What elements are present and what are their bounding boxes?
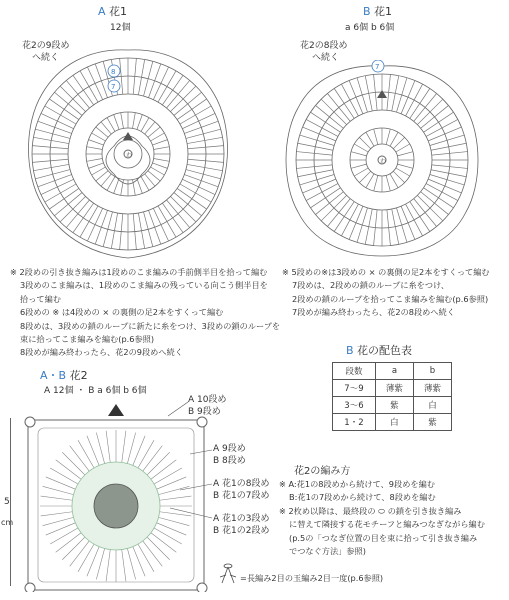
how-to-line: でつなぐ方法」参照) xyxy=(289,546,366,557)
flower-b-round-7: 7 xyxy=(375,63,380,71)
table-cell: 白 xyxy=(375,414,413,431)
stitch-stroke xyxy=(151,133,165,141)
stitch-stroke xyxy=(158,71,176,102)
flower2-letters: A・B xyxy=(40,369,67,382)
stitch-stroke xyxy=(392,209,399,244)
stitch-stroke xyxy=(87,547,99,577)
stitch-stroke xyxy=(154,159,170,162)
stitch-stroke xyxy=(87,436,99,466)
flower-a-join-note: 花2の9段め xyxy=(22,41,70,51)
stitch-stroke xyxy=(365,76,372,111)
stitch-stroke xyxy=(184,121,218,133)
stitch-stroke xyxy=(114,178,119,193)
table-cell: 紫 xyxy=(375,397,413,414)
stitch-stroke xyxy=(351,164,366,168)
label-a-10: A 10段め xyxy=(188,395,227,405)
flower-a-round-7: 7 xyxy=(111,83,116,91)
label-b-flower1-2: B 花1の2段め xyxy=(213,526,270,536)
notes-b-line: 7段めが編み終わったら、花2の8段めへ続く xyxy=(292,307,455,318)
stitch-stroke xyxy=(300,135,334,145)
label-b-8: B 8段め xyxy=(213,456,246,466)
stitch-stroke xyxy=(45,106,76,124)
stitch-stroke xyxy=(374,175,378,190)
stitch-stroke xyxy=(143,541,162,566)
table-cell: 7〜9 xyxy=(333,380,376,397)
stitch-stroke xyxy=(153,208,168,241)
how-to-notes xyxy=(279,478,485,558)
flower2-title-text: 花2 xyxy=(69,369,88,382)
stitch-stroke xyxy=(56,460,81,479)
stitch-stroke xyxy=(393,137,404,148)
stitch-stroke xyxy=(96,549,104,580)
stitch-stroke xyxy=(46,477,76,489)
flower-a-diagram xyxy=(18,44,238,266)
stitch-stroke xyxy=(396,144,410,152)
flower-a-title xyxy=(98,3,127,19)
stitch-stroke xyxy=(80,206,98,237)
size-value: 5 xyxy=(4,497,10,507)
color-table-letter: B xyxy=(346,344,354,357)
table-cell: 薄紫 xyxy=(375,380,413,397)
stitch-stroke xyxy=(306,119,338,136)
label-b-9: B 9段め xyxy=(188,407,221,417)
flower-b-letter: B xyxy=(363,5,371,18)
stitch-stroke xyxy=(300,175,334,185)
stitch-stroke xyxy=(180,106,211,124)
flower-b-title-text: 花1 xyxy=(374,5,393,18)
notes-a-line: ※ 2段めの引き抜き編みは1段めのこま編みの手前側半目を拾って編む xyxy=(10,267,268,277)
stitch-stroke xyxy=(397,78,407,112)
stitch-stroke xyxy=(431,143,466,150)
stitch-stroke xyxy=(406,84,423,116)
stitch-stroke xyxy=(357,208,367,242)
color-table-title xyxy=(346,342,412,358)
notes-a-line: 8段めが編み終わったら、花2の9段めへ続く xyxy=(20,347,183,358)
stitch-stroke xyxy=(366,174,374,188)
stitch-stroke xyxy=(426,119,458,136)
stitch-stroke xyxy=(70,446,89,471)
flower-a-letter: A xyxy=(98,5,106,18)
label-a-flower1-8: A 花1の8段め xyxy=(213,479,270,489)
stitch-stroke xyxy=(298,143,333,150)
stitch-stroke xyxy=(401,206,415,239)
notes-a xyxy=(10,266,280,360)
stitch-stroke xyxy=(154,147,170,150)
stitch-stroke xyxy=(406,204,423,236)
how-to-line: (p.5の「つなぎ位置の目を束に拾って引き抜き編み xyxy=(289,532,478,543)
stitch-stroke xyxy=(158,206,176,237)
stitch-stroke xyxy=(357,78,367,112)
label-a-9: A 9段め xyxy=(213,444,246,454)
stitch-stroke xyxy=(50,528,78,544)
stitch-stroke xyxy=(430,135,464,145)
stitch-stroke xyxy=(138,440,154,468)
stitch-stroke xyxy=(133,436,145,466)
stitch-stroke xyxy=(396,168,410,176)
flower2-title xyxy=(40,367,88,383)
flower2-count: A 12個 ・ B a 6個 b 6個 xyxy=(44,386,147,396)
stitch-stroke xyxy=(137,115,142,130)
table-cell: 薄紫 xyxy=(413,380,451,397)
stitch-stroke xyxy=(41,179,74,194)
stitch-stroke xyxy=(354,144,368,152)
flower-a-count: 12個 xyxy=(110,23,131,33)
stitch-stroke xyxy=(431,170,466,177)
label-leader-lines xyxy=(160,398,220,538)
stitch-stroke xyxy=(78,544,94,572)
stitch-stroke xyxy=(151,167,165,175)
stitch-stroke xyxy=(106,431,110,463)
stitch-stroke xyxy=(89,163,104,168)
stitch-stroke xyxy=(103,212,112,247)
stitch-stroke xyxy=(390,174,398,188)
stitch-stroke xyxy=(122,431,126,463)
notes-b xyxy=(282,266,490,320)
stitch-stroke xyxy=(137,178,142,193)
stitch-stroke xyxy=(303,179,336,193)
stitch-stroke xyxy=(50,468,78,484)
stitch-stroke xyxy=(43,486,74,494)
how-to-line: に替えて隣接する花モチーフと編みつなぎながら編む xyxy=(289,519,485,530)
flower-b-count: a 6個 b 6個 xyxy=(345,23,395,33)
stitch-stroke xyxy=(92,167,106,175)
stitch-stroke xyxy=(349,81,363,114)
stitch-stroke xyxy=(133,547,145,577)
stitch-stroke xyxy=(366,132,374,146)
stitch-stroke xyxy=(392,76,399,111)
notes-b-line: ※ 5段めの※は3段めの × の裏側の足2本をすくって編む xyxy=(282,267,490,277)
stitch-stroke xyxy=(386,175,390,190)
stitch-stroke xyxy=(149,210,161,244)
notes-a-line: 束に拾ってこま編みを編む(p.6参照) xyxy=(20,334,155,345)
stitch-stroke xyxy=(87,159,103,162)
stitch-stroke xyxy=(41,113,74,128)
stitch-stroke xyxy=(141,177,149,191)
stitch-stroke xyxy=(78,440,94,468)
svg-text:わ: わ xyxy=(380,158,387,165)
flower-b-join-note: 花2の8段め xyxy=(300,41,348,51)
stitch-stroke xyxy=(87,67,102,100)
stitch-stroke xyxy=(114,115,119,130)
stitch-stroke xyxy=(374,129,378,144)
stitch-stroke xyxy=(96,433,104,464)
how-to-line: B:花1の7段めから続けて、8段めを編む xyxy=(289,492,436,503)
stitch-stroke xyxy=(186,170,221,179)
stitch-stroke xyxy=(401,81,415,114)
flower-b-join-note-2: へ続く xyxy=(312,53,340,63)
table-cell: 白 xyxy=(413,397,451,414)
size-dimension-line xyxy=(10,418,11,586)
stitch-stroke xyxy=(341,204,358,236)
color-table xyxy=(332,362,452,431)
flower-a-join-note-2: へ続く xyxy=(32,53,60,63)
flower-b-diagram xyxy=(282,60,482,260)
notes-a-line: 拾って編む xyxy=(20,293,61,304)
stitch-stroke xyxy=(397,164,412,168)
flower-b-title xyxy=(363,3,392,19)
stitch-stroke xyxy=(121,113,124,129)
stitch-stroke xyxy=(62,537,85,560)
stitch-stroke xyxy=(92,133,106,141)
stitch-stroke xyxy=(341,84,358,116)
stitch-stroke xyxy=(107,177,115,191)
stitch-stroke xyxy=(35,129,70,138)
stitch-stroke xyxy=(87,147,103,150)
stitch-stroke xyxy=(144,212,153,247)
stitch-stroke xyxy=(354,168,368,176)
stitch-stroke xyxy=(41,512,73,516)
stitch-stroke xyxy=(38,121,72,133)
how-to-title: 花2の編み方 xyxy=(294,466,351,477)
stitch-stroke xyxy=(35,170,70,179)
stitch-stroke xyxy=(428,179,461,193)
stitch-stroke xyxy=(147,537,170,560)
stitch-stroke xyxy=(390,132,398,146)
table-cell: 3〜6 xyxy=(333,397,376,414)
stitch-stroke xyxy=(298,170,333,177)
stitch-stroke xyxy=(138,544,154,572)
stitch-stroke xyxy=(141,118,149,132)
stitch-stroke xyxy=(152,163,167,168)
color-table-header: 段数 xyxy=(333,363,376,380)
table-cell: 紫 xyxy=(413,414,451,431)
stitch-stroke xyxy=(386,129,390,144)
table-row xyxy=(333,414,452,431)
stitch-stroke xyxy=(38,175,72,187)
stitch-stroke xyxy=(186,129,221,138)
stitch-stroke xyxy=(149,64,161,98)
legend-text: =長編み2目の玉編み2目一度(p.6参照) xyxy=(240,573,384,583)
notes-b-line: 7段めは、2段めの鎖のループに糸をつけ、 xyxy=(292,280,450,291)
stitch-stroke xyxy=(95,64,107,98)
stitch-stroke xyxy=(87,208,102,241)
stitch-stroke xyxy=(303,127,336,141)
stitch-stroke xyxy=(70,541,89,566)
stitch-stroke xyxy=(182,113,215,128)
stitch-stroke xyxy=(62,452,85,475)
stitch-stroke xyxy=(107,118,115,132)
stitch-stroke xyxy=(180,184,211,202)
stitch-stroke xyxy=(184,175,218,187)
stitch-stroke xyxy=(106,550,110,582)
stitch-stroke xyxy=(133,113,136,129)
stitch-stroke xyxy=(43,517,74,525)
stitch-stroke xyxy=(122,550,126,582)
color-table-header: a xyxy=(375,363,413,380)
label-b-flower1-7: B 花1の7段め xyxy=(213,491,270,501)
stitch-stroke xyxy=(95,210,107,244)
cluster-stitch-icon xyxy=(218,563,238,585)
flower-a-title-text: 花1 xyxy=(109,5,128,18)
stitch-stroke xyxy=(393,171,404,182)
stitch-stroke xyxy=(41,496,73,500)
stitch-stroke xyxy=(430,175,464,185)
stitch-stroke xyxy=(56,533,81,552)
stitch-stroke xyxy=(426,184,458,201)
stitch-stroke xyxy=(428,127,461,141)
stitch-stroke xyxy=(397,208,407,242)
stitch-stroke xyxy=(349,206,363,239)
stitch-stroke xyxy=(144,61,153,96)
stitch-stroke xyxy=(359,137,370,148)
stitch-stroke xyxy=(127,549,135,580)
table-row xyxy=(333,380,452,397)
stitch-stroke xyxy=(153,67,168,100)
stitch-stroke xyxy=(397,152,412,156)
svg-text:わ: わ xyxy=(126,152,133,159)
stitch-stroke xyxy=(127,433,135,464)
stitch-stroke xyxy=(45,184,76,202)
stitch-stroke xyxy=(359,171,370,182)
notes-a-line: 3段めのこま編みは、1段めのこま編みの残っている向こう側半目を xyxy=(20,280,268,291)
stitch-stroke xyxy=(365,209,372,244)
color-table-header: b xyxy=(413,363,451,380)
stitch-stroke xyxy=(306,184,338,201)
stitch-stroke xyxy=(89,140,104,145)
how-to-line: ※ 2枚め以降は、最終段の ⬭ の鎖を引き抜き編み xyxy=(279,505,462,516)
table-cell: 1・2 xyxy=(333,414,376,431)
notes-a-line: 6段めの ※ は4段めの × の裏側の足2本をすくって編む xyxy=(20,307,224,318)
table-row xyxy=(333,397,452,414)
notes-a-line: 8段めは、3段めの鎖のループに新たに糸をつけ、3段めの鎖のループを xyxy=(20,320,281,331)
stitch-stroke xyxy=(46,523,76,535)
flower-a-round-8: 8 xyxy=(111,68,116,76)
color-table-title-text: 花の配色表 xyxy=(357,344,413,357)
how-to-line: ※ A:花1の8段めから続けて、9段めを編む xyxy=(279,479,435,489)
label-a-flower1-3: A 花1の3段め xyxy=(213,514,270,524)
stitch-stroke xyxy=(80,71,98,102)
notes-b-line: 2段めの鎖のループを拾ってこま編みを編む(p.6参照) xyxy=(292,293,489,304)
stitch-stroke xyxy=(152,140,167,145)
stitch-stroke xyxy=(182,179,215,194)
stitch-stroke xyxy=(351,152,366,156)
size-unit: cm xyxy=(1,518,14,527)
